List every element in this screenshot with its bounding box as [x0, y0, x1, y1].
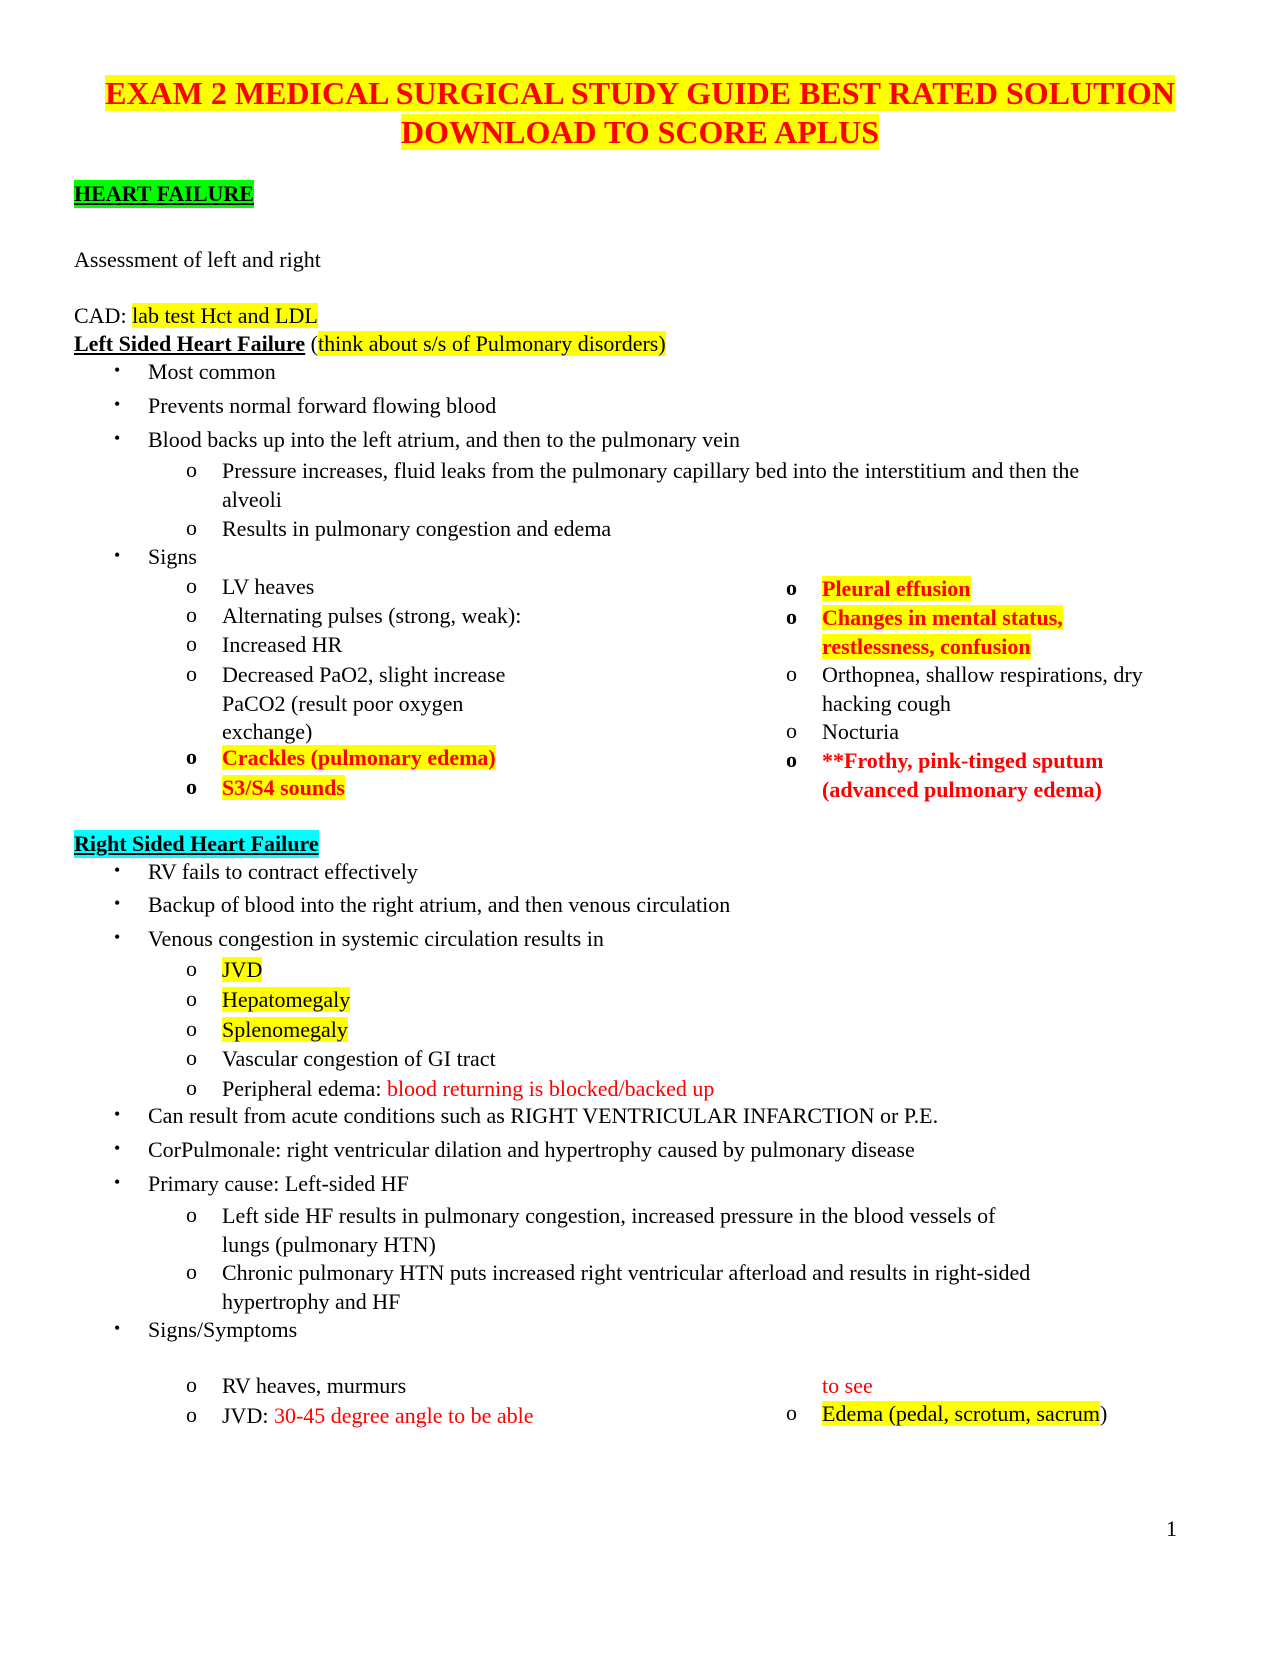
bullet-icon: • [114, 1318, 121, 1338]
bullet-icon: • [114, 927, 121, 947]
sub-bullet-icon: o [186, 515, 197, 540]
right-bullet-5: CorPulmonale: right ventricular dilation and hypertrophy caused by pulmonary disease [148, 1137, 915, 1162]
sign-orthopnea-cont: hacking cough [822, 691, 951, 716]
sub-bullet-icon: o [186, 1202, 197, 1227]
cause-sub-2-cont: hypertrophy and HF [222, 1289, 401, 1314]
bullet-icon: • [114, 860, 121, 880]
sign-decreased-pao2-cont: PaCO2 (result poor oxygen [222, 691, 464, 716]
title-line-2: DOWNLOAD TO SCORE APLUS [400, 114, 880, 150]
left-bullet-3: Blood backs up into the left atrium, and then to the pulmonary vein [148, 427, 741, 452]
sub-bullet-icon: o [786, 575, 797, 600]
sub-bullet-icon: o [186, 573, 197, 598]
sub-bullet-icon: o [186, 631, 197, 656]
sub-bullet-icon: o [186, 1402, 197, 1427]
cause-sub-1: Left side HF results in pulmonary congestion, increased pressure in the blood vessels of [222, 1203, 996, 1228]
sub-bullet-icon: o [786, 718, 797, 743]
right-bullet-6: Primary cause: Left-sided HF [148, 1171, 409, 1196]
venous-gi-tract: Vascular congestion of GI tract [222, 1046, 496, 1071]
sub-bullet-icon: o [186, 774, 197, 799]
right-bullet-2: Backup of blood into the right atrium, and then venous circulation [148, 892, 731, 917]
assessment-text: Assessment of left and right [74, 247, 321, 272]
ss-edema: Edema (pedal, scrotum, sacrum) [822, 1401, 1108, 1426]
sign-increased-hr: Increased HR [222, 632, 343, 657]
sub-bullet-icon: o [786, 604, 797, 629]
sub-bullet-icon: o [186, 744, 197, 769]
left-sub-2: Results in pulmonary congestion and edema [222, 516, 612, 541]
sign-decreased-pao2: Decreased PaO2, slight increase [222, 662, 506, 687]
sub-bullet-icon: o [186, 956, 197, 981]
sign-nocturia: Nocturia [822, 719, 899, 744]
title-line-1: EXAM 2 MEDICAL SURGICAL STUDY GUIDE BEST RATED SOLUTION [105, 75, 1175, 111]
sub-bullet-icon: o [186, 1372, 197, 1397]
sign-mental-status: Changes in mental status, [822, 605, 1063, 630]
sub-bullet-icon: o [186, 661, 197, 686]
sub-bullet-icon: o [786, 1400, 797, 1425]
sign-frothy-sputum-cont: (advanced pulmonary edema) [822, 777, 1102, 802]
venous-splenomegaly: Splenomegaly [222, 1017, 348, 1042]
venous-hepatomegaly: Hepatomegaly [222, 987, 351, 1012]
sign-alternating-pulses: Alternating pulses (strong, weak): [222, 603, 522, 628]
venous-peripheral-edema: Peripheral edema: blood returning is blocked/backed up [222, 1076, 715, 1101]
sub-bullet-icon: o [186, 1016, 197, 1041]
ss-jvd: JVD: 30-45 degree angle to be able [222, 1403, 534, 1428]
cad-value: lab test Hct and LDL [132, 303, 318, 328]
bullet-icon: • [114, 394, 121, 414]
sub-bullet-icon: o [786, 747, 797, 772]
sign-decreased-pao2-cont2: exchange) [222, 719, 313, 744]
left-bullet-1: Most common [148, 359, 276, 384]
left-bullet-2: Prevents normal forward flowing blood [148, 393, 497, 418]
heart-failure-heading: HEART FAILURE [74, 181, 254, 206]
cause-sub-2: Chronic pulmonary HTN puts increased right ventricular afterload and results in right-sided [222, 1260, 1031, 1285]
bullet-icon: • [114, 1172, 121, 1192]
right-bullet-1: RV fails to contract effectively [148, 859, 418, 884]
left-note-open: ( [305, 331, 318, 356]
sign-orthopnea: Orthopnea, shallow respirations, dry [822, 662, 1143, 687]
venous-jvd: JVD [222, 957, 263, 982]
ss-jvd-cont: to see [822, 1373, 873, 1398]
right-bullet-4: Can result from acute conditions such as RIGHT VENTRICULAR INFARCTION or P.E. [148, 1103, 939, 1128]
sign-crackles: Crackles (pulmonary edema) [222, 745, 496, 770]
sub-bullet-icon: o [186, 602, 197, 627]
sub-bullet-icon: o [186, 1045, 197, 1070]
sign-pleural-effusion: Pleural effusion [822, 576, 971, 601]
cad-line [74, 302, 318, 330]
sign-lv-heaves: LV heaves [222, 574, 315, 599]
bullet-icon: • [114, 428, 121, 448]
sign-mental-status-cont: restlessness, confusion [822, 634, 1031, 659]
signs-symptoms-label: Signs/Symptoms [148, 1317, 298, 1342]
bullet-icon: • [114, 360, 121, 380]
sub-bullet-icon: o [786, 661, 797, 686]
sub-bullet-icon: o [186, 986, 197, 1011]
left-sub-1-cont: alveoli [222, 487, 282, 512]
document-title [0, 74, 1280, 152]
left-sub-1: Pressure increases, fluid leaks from the pulmonary capillary bed into the interstitium and then the [222, 458, 1080, 483]
left-sided-heading: Left Sided Heart Failure [74, 331, 306, 356]
sub-bullet-icon: o [186, 457, 197, 482]
left-note: think about s/s of Pulmonary disorders) [318, 331, 666, 356]
sub-bullet-icon: o [186, 1075, 197, 1100]
sign-frothy-sputum: **Frothy, pink-tinged sputum [822, 748, 1104, 773]
bullet-icon: • [114, 1138, 121, 1158]
ss-rv-heaves: RV heaves, murmurs [222, 1373, 407, 1398]
left-sided-heading-line [74, 330, 666, 358]
cad-label: CAD: [74, 303, 133, 328]
page-number: 1 [1166, 1516, 1177, 1541]
bullet-icon: • [114, 1104, 121, 1124]
sign-s3s4: S3/S4 sounds [222, 775, 345, 800]
bullet-icon: • [114, 893, 121, 913]
sub-bullet-icon: o [186, 1259, 197, 1284]
cause-sub-1-cont: lungs (pulmonary HTN) [222, 1232, 436, 1257]
signs-label: Signs [148, 544, 197, 569]
right-sided-heading: Right Sided Heart Failure [74, 831, 319, 856]
bullet-icon: • [114, 545, 121, 565]
right-bullet-3: Venous congestion in systemic circulation results in [148, 926, 604, 951]
